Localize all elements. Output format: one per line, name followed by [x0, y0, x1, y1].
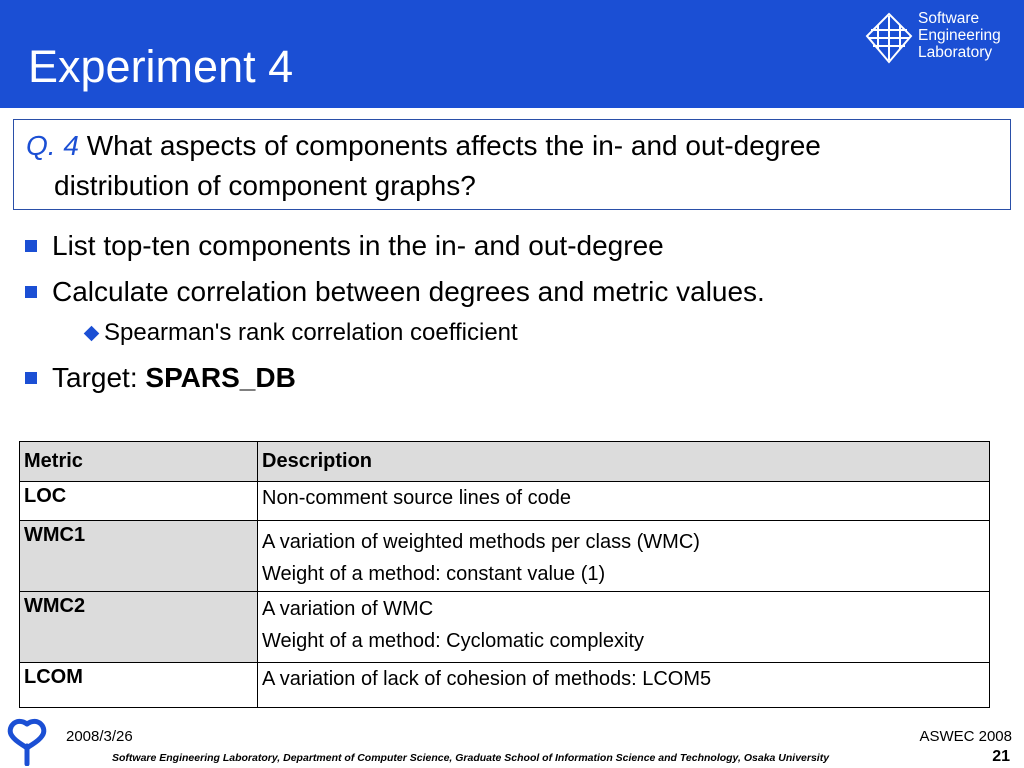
lab-emblem-icon [864, 12, 914, 64]
description-line: Weight of a method: constant value (1) [262, 563, 606, 585]
slide-header [0, 0, 1024, 108]
target-label: Target: [52, 362, 146, 393]
table-row [20, 663, 990, 708]
footer-conference: ASWEC 2008 [919, 728, 1012, 745]
description-line: A variation of lack of cohesion of methods: LCOM5 [262, 668, 712, 690]
bullet-square-icon [25, 372, 37, 384]
metric-name: WMC1 [20, 521, 258, 592]
metrics-table [19, 441, 990, 708]
lab-name [918, 10, 1001, 61]
question-text: What aspects of components affects the in- and out-degree [86, 130, 821, 161]
column-header-metric: Metric [20, 442, 258, 482]
description-line: A variation of weighted methods per class (WMC) [262, 531, 700, 553]
table-row [20, 482, 990, 521]
lab-logo [864, 10, 1020, 68]
description-line: A variation of WMC [262, 598, 434, 620]
table-row [20, 521, 990, 592]
metric-description [258, 663, 990, 708]
description-line: Weight of a method: Cyclomatic complexity [262, 630, 645, 652]
page-number: 21 [992, 748, 1010, 765]
metric-name: WMC2 [20, 592, 258, 663]
lab-name-line: Laboratory [918, 44, 993, 61]
question-label: Q. 4 [26, 130, 79, 161]
description-line: Non-comment source lines of code [262, 487, 572, 509]
bullet-target [52, 362, 296, 394]
sub-bullet-spearman: Spearman's rank correlation coefficient [104, 319, 518, 346]
target-value: SPARS_DB [145, 362, 296, 393]
metric-name: LOC [20, 482, 258, 521]
footer-date: 2008/3/26 [66, 728, 133, 745]
table-row [20, 592, 990, 663]
column-header-description: Description [258, 442, 990, 482]
bullet-calculate-correlation: Calculate correlation between degrees and metric values. [52, 276, 765, 307]
lab-name-line: Engineering [918, 27, 1001, 44]
lab-name-line: Software [918, 10, 980, 27]
university-logo-icon [4, 718, 50, 766]
metric-description [258, 482, 990, 521]
metric-description [258, 592, 990, 663]
table-header-row [20, 442, 990, 482]
question-box [13, 119, 1011, 210]
bullet-square-icon [25, 286, 37, 298]
bullet-list-components: List top-ten components in the in- and out-degree [52, 230, 664, 261]
question-line-1 [26, 130, 821, 162]
bullet-diamond-icon [84, 326, 100, 342]
metric-description [258, 521, 990, 592]
question-line-2: distribution of component graphs? [54, 170, 476, 201]
footer-credit: Software Engineering Laboratory, Department of Computer Science, Graduate School of Information Science and Technology, Osaka University [112, 752, 830, 764]
bullet-square-icon [25, 240, 37, 252]
slide-title: Experiment 4 [28, 41, 294, 92]
metric-name: LCOM [20, 663, 258, 708]
